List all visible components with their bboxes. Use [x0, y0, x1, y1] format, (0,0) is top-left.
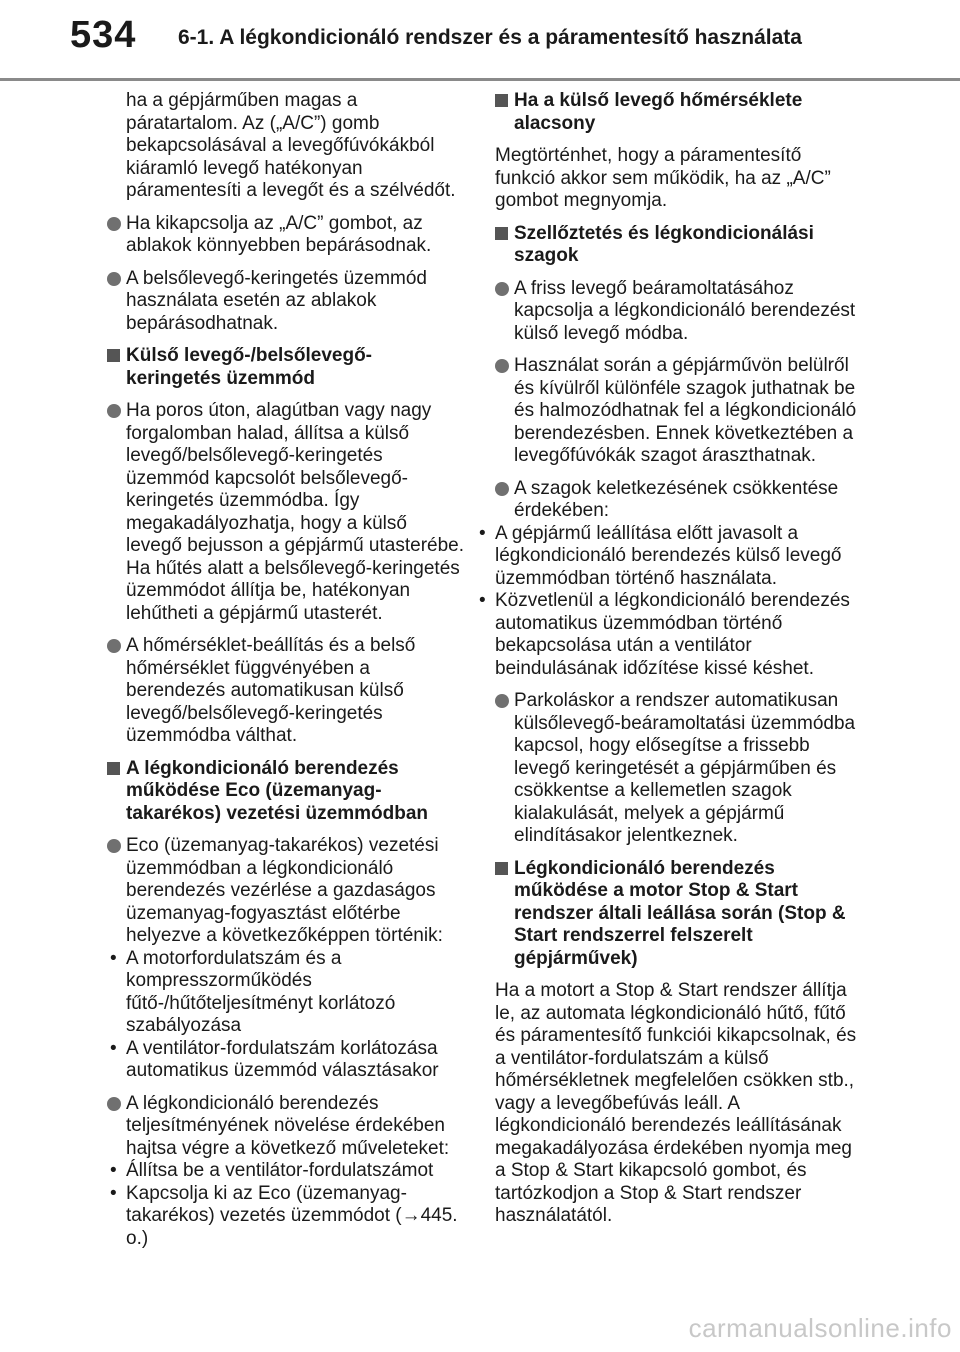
heading-text: Légkondicionáló berendezés működése a motor Stop & Start rendszer általi leállása során (Stop & Start rendszerrel felszerelt gépjárművek) — [514, 857, 846, 969]
bullet-dot-icon — [107, 272, 121, 286]
bullet-dot-icon — [495, 359, 509, 373]
heading-text: Szellőztetés és légkondicionálási szagok — [514, 222, 814, 266]
sub-list — [107, 1160, 467, 1250]
bullet-text: A friss levegő beáramoltatásához kapcsolja a légkondicionáló berendezést külső levegő módba. — [514, 277, 856, 344]
watermark: carmanualsonline.info — [688, 1313, 952, 1343]
section-heading — [495, 90, 857, 135]
heading-square-icon — [107, 349, 120, 362]
list-item — [107, 400, 467, 625]
heading-square-icon — [495, 227, 508, 240]
section-heading — [495, 223, 857, 268]
page-number: 534 — [70, 14, 137, 56]
list-item — [107, 213, 467, 258]
list-item — [107, 835, 467, 948]
sub-item-text: Közvetlenül a légkondicionáló berendezés automatikus üzemmódban történő bekapcsolása után a ventilátor beindulásának időzítése kissé késhet. — [495, 590, 850, 679]
heading-text: Ha a külső levegő hőmérséklete alacsony — [514, 90, 803, 134]
sub-item: • A motorfordulatszám és a kompresszorműködés fűtő-/hűtőteljesítményt korlátozó szabályozása — [110, 947, 396, 1036]
bullet-text: Használat során a gépjárművön belülről és kívülről különféle szagok juthatnak be és halmozódhatnak fel a légkondicionáló berendezésben. Ennek következtében a levegőfúvókák szagot áraszthatnak. — [514, 355, 857, 466]
list-item — [495, 690, 857, 848]
section-heading — [495, 858, 857, 971]
header-divider — [0, 78, 960, 81]
sub-list — [476, 523, 857, 681]
sub-item: • A ventilátor-fordulatszám korlátozása automatikus üzemmód választásakor — [110, 1037, 439, 1081]
sub-list — [107, 948, 467, 1083]
sub-item-text: A gépjármű leállítása előtt javasolt a légkondicionáló berendezés külső levegő üzemmódban történő használata. — [495, 522, 842, 589]
heading-square-icon — [495, 94, 508, 107]
bullet-dot-icon — [107, 217, 121, 231]
bullet-text: Eco (üzemanyag-takarékos) vezetési üzemmódban a légkondicionáló berendezés vezérlése a gazdaságos üzemanyag-fogyasztást előtérbe helyezve a következőképpen történik: — [126, 835, 443, 946]
bullet-dot-icon — [495, 694, 509, 708]
sub-item: • Közvetlenül a légkondicionáló berendezés automatikus üzemmódban történő bekapcsolása után a ventilátor beindulásának időzítése kissé késhet. — [479, 590, 850, 679]
heading-square-icon — [495, 862, 508, 875]
bullet-dot-icon — [107, 404, 121, 418]
left-column — [107, 90, 467, 1260]
bullet-text: A szagok keletkezésének csökkentése érdekében: — [514, 477, 839, 521]
list-item — [495, 278, 857, 346]
list-item — [495, 355, 857, 468]
bullet-text: Parkoláskor a rendszer automatikusan külsőlevegő-beáramoltatási üzemmódba kapcsol, hogy elősegítse a frissebb levegő keringetését a gépjárműben és csökkentse a kellemetlen szagok kialakulását, melyek a gépjármű elindításakor jelentkeznek. — [514, 690, 856, 846]
list-item — [495, 478, 857, 523]
bullet-text: Ha kikapcsolja az „A/C” gombot, az ablakok könnyebben bepárásodnak. — [126, 212, 432, 256]
bullet-text: A belsőlevegő-keringetés üzemmód használata esetén az ablakok bepárásodhatnak. — [126, 267, 428, 334]
bullet-text: A hőmérséklet-beállítás és a belső hőmérséklet függvényében a berendezés automatikusan külső levegő/belsőlevegő-keringetés üzemmódba válthat. — [126, 635, 416, 746]
sub-item-text: Kapcsolja ki az Eco (üzemanyag-takarékos) vezetés üzemmódot (→445. o.) — [126, 1182, 458, 1249]
bullet-dot-icon — [107, 639, 121, 653]
sub-item-text: A motorfordulatszám és a kompresszorműködés fűtő-/hűtőteljesítményt korlátozó szabályozása — [126, 947, 396, 1036]
section-heading — [107, 345, 467, 390]
bullet-text: A légkondicionáló berendezés teljesítményének növelése érdekében hajtsa végre a következő műveleteket: — [126, 1092, 450, 1159]
intro-paragraph: ha a gépjárműben magas a páratartalom. Az („A/C”) gomb bekapcsolásával a levegőfúvókákból kiáramló levegő hatékonyan páramentesíti a levegőt és a szélvédőt. — [126, 90, 456, 201]
heading-square-icon — [107, 762, 120, 775]
paragraph: Megtörténhet, hogy a páramentesítő funkció akkor sem működik, ha az „A/C” gombot megnyomja. — [495, 145, 831, 211]
bullet-text: Ha poros úton, alagútban vagy nagy forgalomban halad, állítsa a külső levegő/belsőlevegő-keringetés üzemmód kapcsolót belsőlevegő-keringetés üzemmódba. Így megakadályozhatja, hogy a külső levegő bejusson a gépjármű utasterébe. Ha hűtés alatt a belsőlevegő-keringetés üzemmódot állítja be, hatékonyan lehűtheti a gépjármű utasterét. — [126, 400, 465, 624]
chapter-title: 6-1. A légkondicionáló rendszer és a páramentesítő használata — [178, 26, 802, 49]
heading-text: Külső levegő-/belsőlevegő-keringetés üzemmód — [126, 345, 372, 389]
heading-text: A légkondicionáló berendezés működése Eco (üzemanyag-takarékos) vezetési üzemmódban — [126, 757, 429, 824]
bullet-dot-icon — [495, 282, 509, 296]
list-item — [107, 635, 467, 748]
paragraph: Ha a motort a Stop & Start rendszer állítja le, az automata légkondicionáló hűtő, fűtő és páramentesítő funkciói kikapcsolnak, és a ventilátor-fordulatszám a külső hőmérsékletnek megfelelően csökken stb., vagy a levegőbefúvás leáll. A légkondicionáló berendezés leállításának megakadályozása érdekében nyomja meg a Stop & Start kikapcsoló gombot, és tartózkodjon a Stop & Start rendszer használatától. — [495, 980, 857, 1226]
list-item — [107, 1093, 467, 1161]
list-item — [107, 268, 467, 336]
section-heading — [107, 758, 467, 826]
sub-item: • Állítsa be a ventilátor-fordulatszámot — [110, 1160, 434, 1181]
page-header — [0, 0, 960, 80]
bullet-dot-icon — [107, 839, 121, 853]
sub-item-text: A ventilátor-fordulatszám korlátozása automatikus üzemmód választásakor — [126, 1037, 439, 1081]
bullet-dot-icon — [107, 1097, 121, 1111]
bullet-dot-icon — [495, 482, 509, 496]
sub-item-text: Állítsa be a ventilátor-fordulatszámot — [126, 1160, 434, 1181]
right-column — [479, 90, 857, 1238]
sub-item: • A gépjármű leállítása előtt javasolt a légkondicionáló berendezés külső levegő üzemmódban történő használata. — [479, 522, 842, 589]
sub-item: • Kapcsolja ki az Eco (üzemanyag-takarékos) vezetés üzemmódot (→445. o.) — [110, 1182, 458, 1249]
